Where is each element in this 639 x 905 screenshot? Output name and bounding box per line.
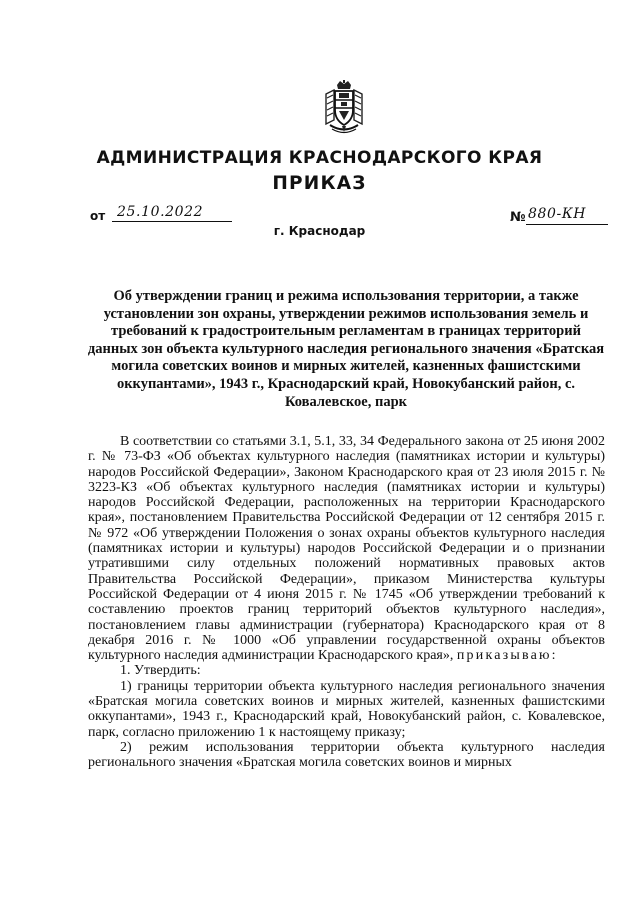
order-number xyxy=(510,206,610,228)
date-underline xyxy=(112,221,232,222)
city-name: г. Краснодар xyxy=(273,224,366,238)
number-underline xyxy=(526,224,608,225)
preamble-text: В соответствии со статьями 3.1, 5.1, 33, 34 Федерального закона от 25 июня 2002 г. № 73-ФЗ «Об объектах культурного наследия (памятниках истории и культуры) народов Российской Федерации», Законом Краснодарского края от 23 июля 2015 г. № 3223-КЗ «Об объектах культурного наследия (памятниках истории и культуры) народов Российской Федерации, расположенных на территории Краснодарского края», постановлением Правительства Российской Федерации от 12 сентября 2015 г. № 972 «Об утверждении Положения о зонах охраны объектов культурного наследия (памятниках истории и культуры) народов Российской Федерации и о признании утратившими силу отдельных положений нормативных правовых актов Правительства Российской Федерации», приказом Министерства культуры Российской Федерации от 4 июня 2015 г. № 1745 «Об утверждении требований к составлению проектов границ территорий объектов культурного наследия», постановлением главы администрации (губернатора) Краснодарского края от 8 декабря 2016 г. № 1000 «Об управлении государственной охраны объектов культурного наследия администрации Краснодарского края», xyxy=(88,434,605,664)
date-prefix: от xyxy=(90,209,106,223)
document-body xyxy=(88,434,605,771)
number-prefix: № xyxy=(510,210,526,225)
order-date xyxy=(90,204,240,226)
krasnodar-coat-of-arms-icon xyxy=(322,80,366,136)
order-verb: приказываю: xyxy=(456,648,558,664)
number-handwritten: 880-КН xyxy=(528,206,587,222)
paragraph-item-2: 2) режим использования территории объекта культурного наследия регионального значения «Братская могила советских воинов и мирных xyxy=(88,739,605,771)
document-type: ПРИКАЗ xyxy=(272,173,367,194)
document-title: Об утверждении границ и режима использования территории, а также установлении зон охраны, утверждении режимов использования земель и требований к градостроительным регламентам в границах территорий данных зон объекта культурного наследия регионального значения «Братская могила советских воинов и мирных жителей, казненных фашистскими оккупантами», 1943 г., Краснодарский край, Новокубанский район, с. Ковалевское, парк xyxy=(87,288,605,410)
organization-name: АДМИНИСТРАЦИЯ КРАСНОДАРСКОГО КРАЯ xyxy=(96,148,543,168)
paragraph-preamble xyxy=(88,434,605,663)
paragraph-approve: 1. Утвердить: xyxy=(120,663,201,679)
date-handwritten: 25.10.2022 xyxy=(117,204,204,220)
paragraph-item-1: 1) границы территории объекта культурного наследия регионального значения «Братская могила советских воинов и мирных жителей, казненных фашистскими оккупантами», 1943 г., Краснодарский край, Новокубанский район, с. Ковалевское, парк, согласно приложению 1 к настоящему приказу; xyxy=(88,678,605,740)
